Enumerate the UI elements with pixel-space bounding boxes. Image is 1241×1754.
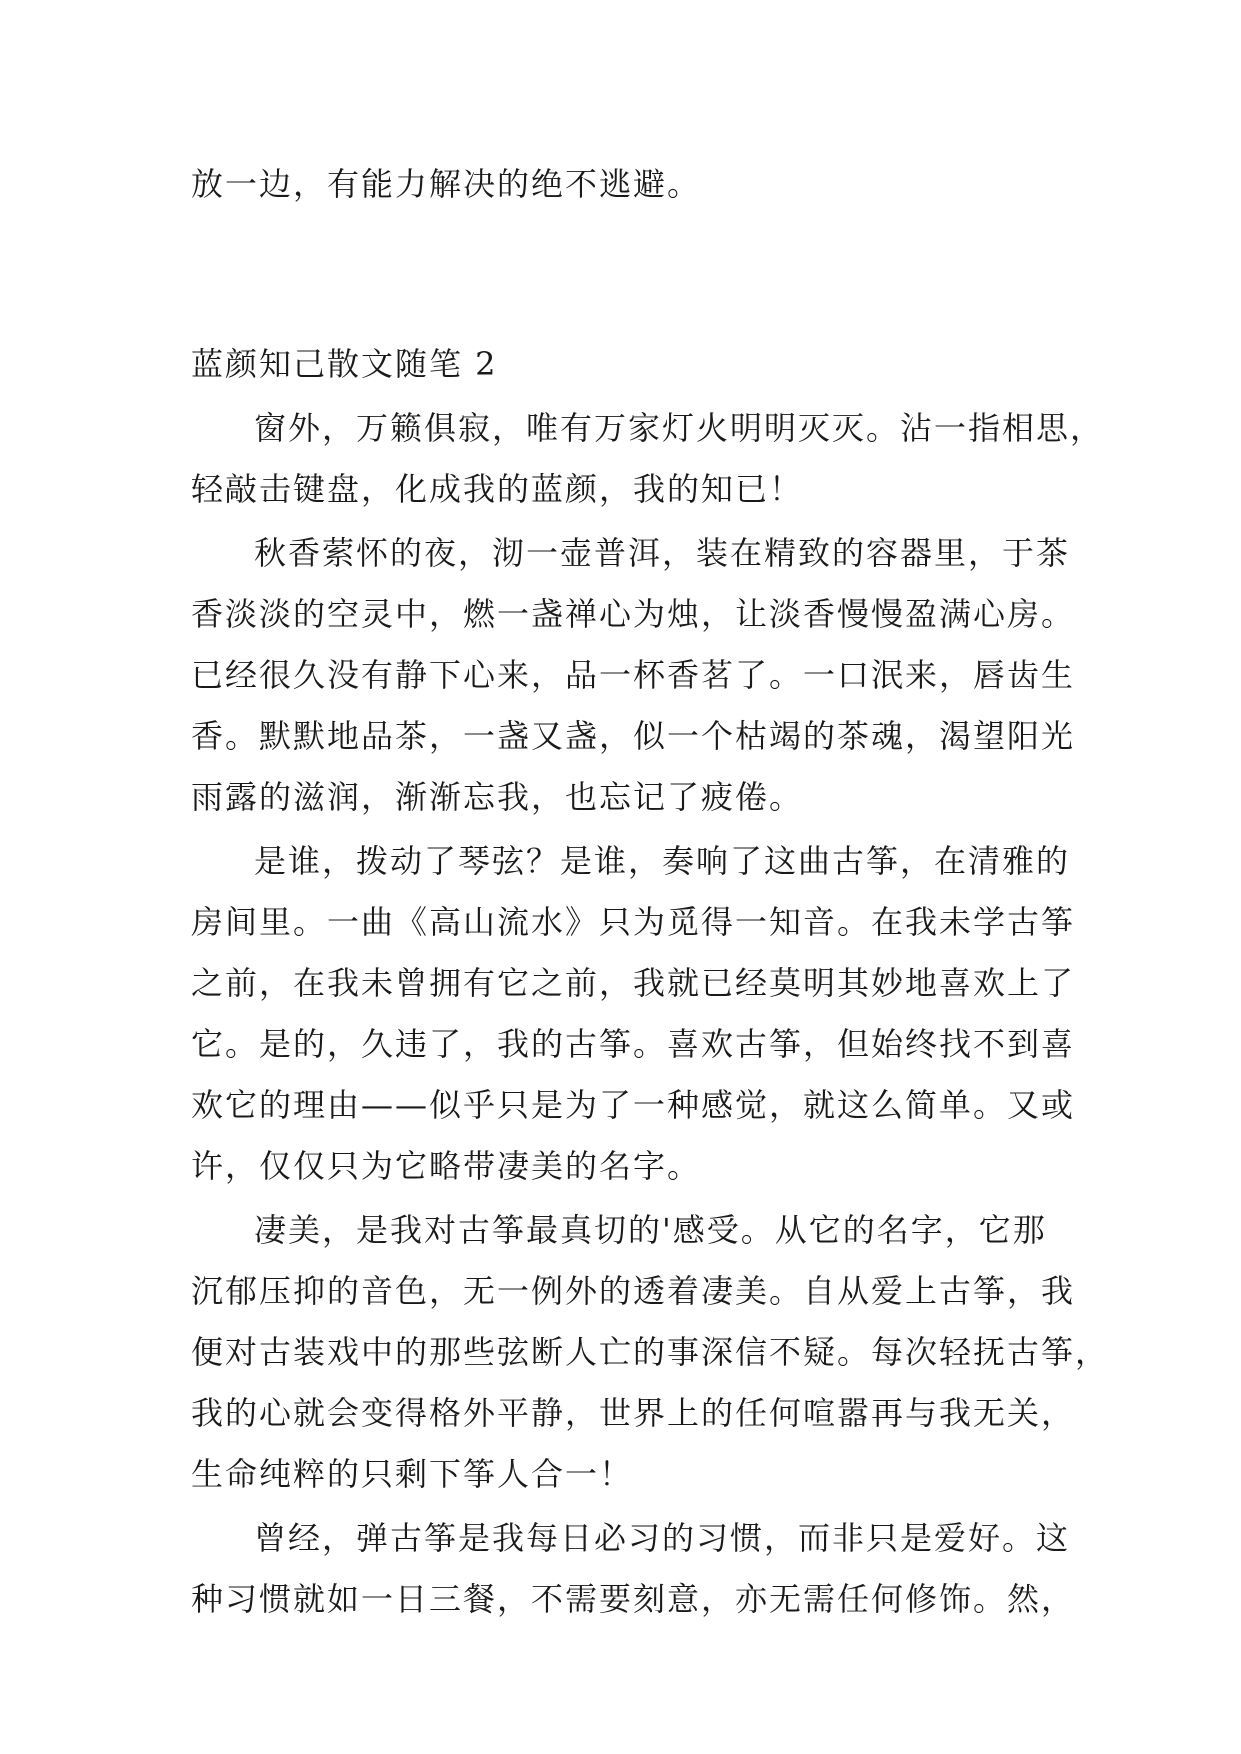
text-line: 之前，在我未曾拥有它之前，我就已经莫明其妙地喜欢上了 (191, 964, 1076, 1002)
text-line: 欢它的理由——似乎只是为了一种感觉，就这么简单。又或 (191, 1086, 1076, 1124)
text-line: 香。默默地品茶，一盏又盏，似一个枯竭的茶魂，渴望阳光 (191, 717, 1076, 755)
text-line: 是谁，拨动了琴弦？是谁，奏响了这曲古筝，在清雅的 (254, 842, 1071, 880)
text-line: 许，仅仅只为它略带凄美的名字。 (191, 1147, 702, 1185)
lead-line: 放一边，有能力解决的绝不逃避。 (191, 165, 702, 203)
text-line: 秋香萦怀的夜，沏一壶普洱，装在精致的容器里，于茶 (254, 534, 1071, 572)
text-line: 我的心就会变得格外平静，世界上的任何喧嚣再与我无关， (191, 1394, 1076, 1432)
text-line: 窗外，万籁俱寂，唯有万家灯火明明灭灭。沾一指相思， (254, 409, 1105, 447)
text-line: 轻敲击键盘，化成我的蓝颜，我的知已！ (191, 470, 804, 508)
text-line: 凄美，是我对古筝最真切的'感受。从它的名字，它那 (254, 1211, 1047, 1249)
text-line: 便对古装戏中的那些弦断人亡的事深信不疑。每次轻抚古筝， (191, 1333, 1110, 1371)
text-line: 香淡淡的空灵中，燃一盏禅心为烛，让淡香慢慢盈满心房。 (191, 595, 1076, 633)
text-line: 雨露的滋润，渐渐忘我，也忘记了疲倦。 (191, 778, 804, 816)
text-line: 曾经，弹古筝是我每日必习的习惯，而非只是爱好。这 (254, 1519, 1071, 1557)
text-line: 种习惯就如一日三餐，不需要刻意，亦无需任何修饰。然， (191, 1580, 1076, 1618)
text-line: 已经很久没有静下心来，品一杯香茗了。一口泯来，唇齿生 (191, 656, 1076, 694)
section-title: 蓝颜知己散文随笔 2 (191, 345, 498, 383)
text-line: 它。是的，久违了，我的古筝。喜欢古筝，但始终找不到喜 (191, 1025, 1076, 1063)
text-line: 生命纯粹的只剩下筝人合一！ (191, 1455, 634, 1493)
text-line: 沉郁压抑的音色，无一例外的透着凄美。自从爱上古筝，我 (191, 1272, 1076, 1310)
text-line: 房间里。一曲《高山流水》只为觅得一知音。在我未学古筝 (191, 903, 1076, 941)
